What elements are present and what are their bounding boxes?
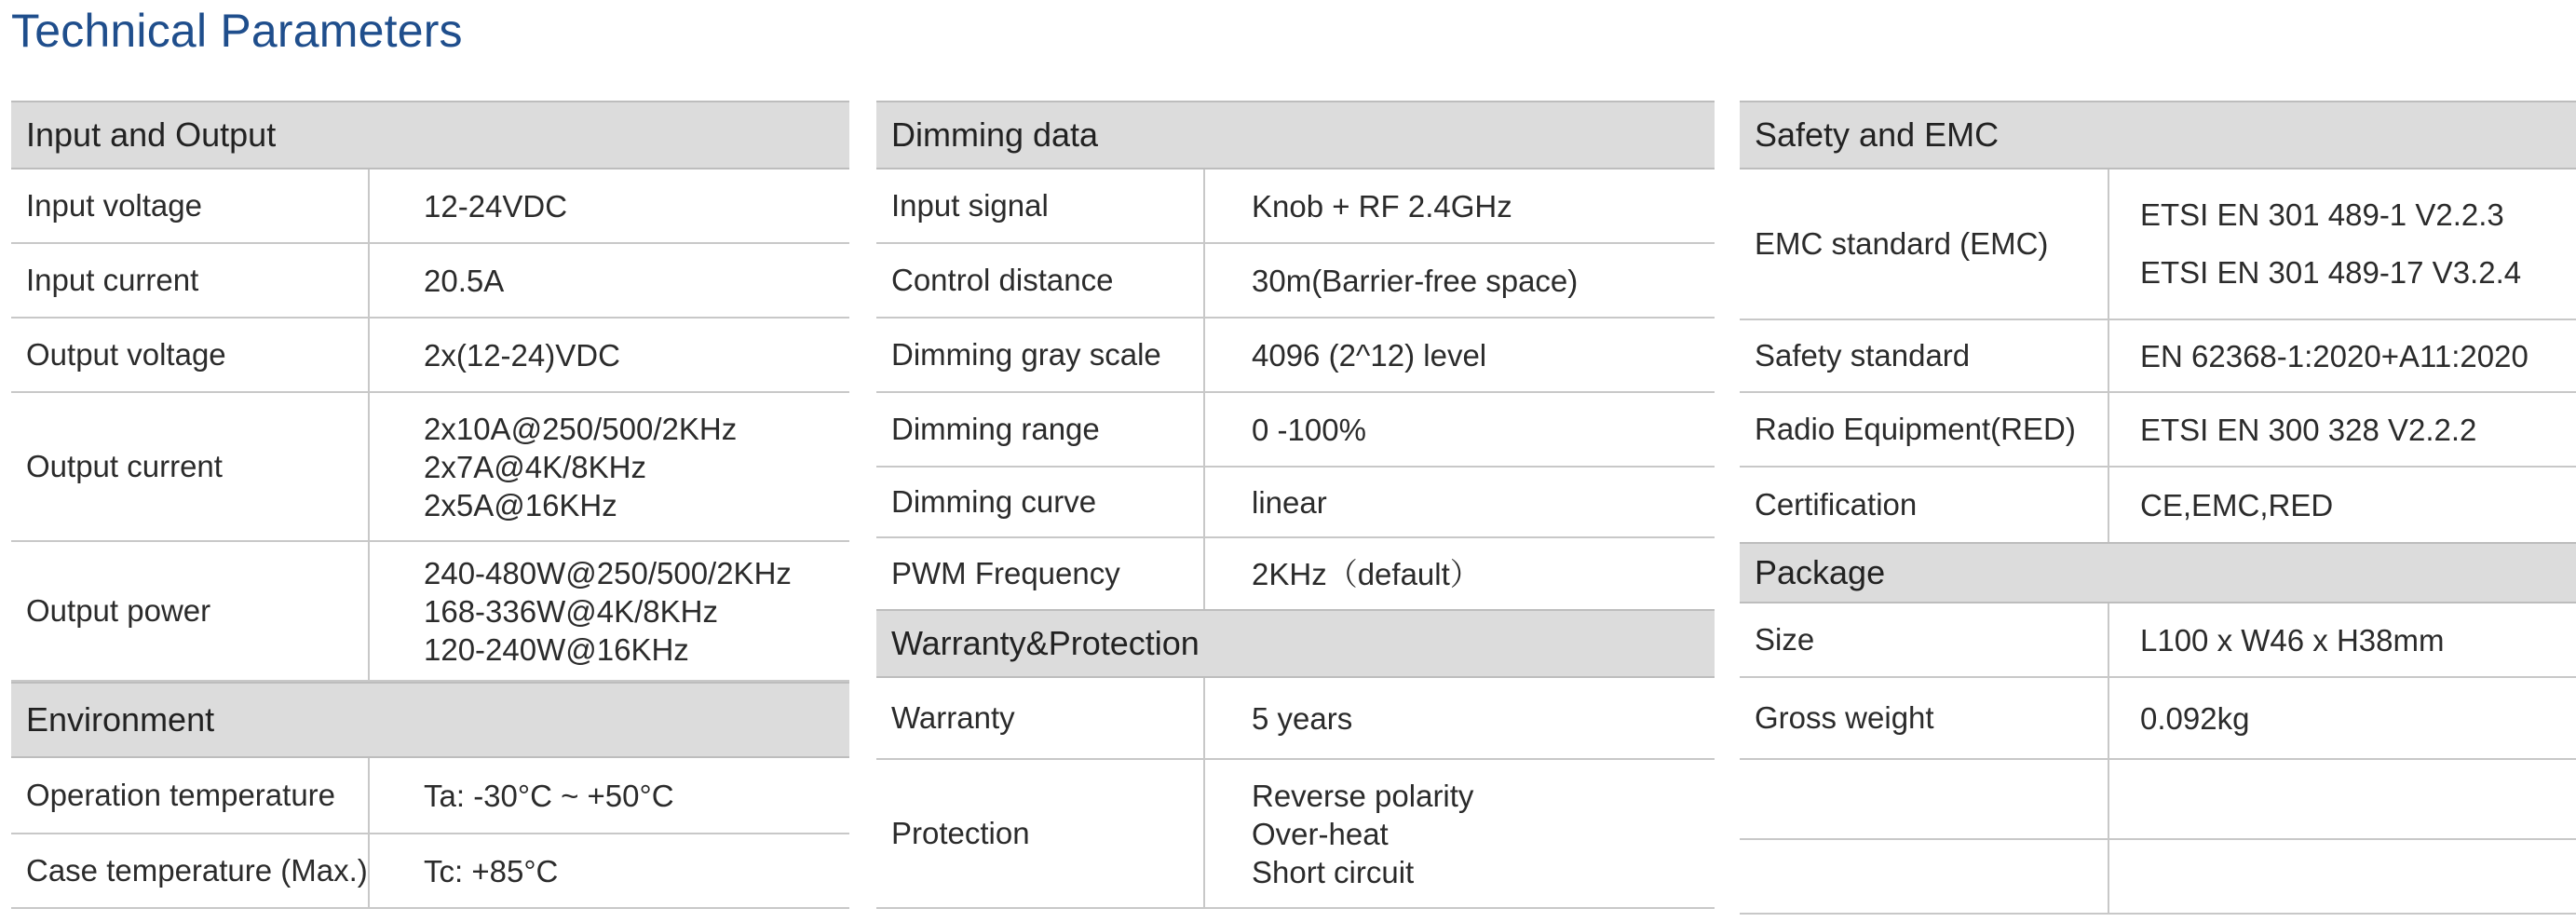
param-label: Certification [1740,468,2109,542]
table-row [11,244,849,319]
param-label: Safety standard [1740,320,2109,391]
param-value: Knob + RF 2.4GHz [1252,188,1512,224]
empty-cell [2109,760,2140,838]
table-row [11,393,849,542]
param-value: 12-24VDC [424,188,568,224]
param-label: Dimming range [876,393,1205,466]
table-row [11,834,849,909]
param-label: Dimming curve [876,468,1205,536]
param-label: Input voltage [11,169,370,242]
param-label: Control distance [876,244,1205,317]
section-heading-dimming: Dimming data [876,101,1715,169]
param-label: Protection [876,760,1205,907]
param-value: 5 years [1252,700,1353,736]
param-label: Gross weight [1740,678,2109,758]
section-heading-environment: Environment [11,682,849,758]
param-value: Reverse polarity Over-heat Short circuit [1252,778,1474,889]
page-title: Technical Parameters [11,5,463,57]
param-value: 0.092kg [2140,700,2250,736]
param-value: 30m(Barrier-free space) [1252,263,1579,298]
param-value: CE,EMC,RED [2140,487,2334,522]
param-value: ETSI EN 301 489-1 V2.2.3 ETSI EN 301 489-17 V3.2.4 [2140,197,2522,290]
table-row [1740,393,2576,468]
empty-cell [2109,840,2140,913]
param-label: Dimming gray scale [876,319,1205,391]
param-value: 2KHz（default） [1252,556,1481,591]
empty-cell [1740,840,2109,913]
table-row [876,169,1715,244]
input-output-table [11,101,849,909]
empty-cell [1740,760,2109,838]
section-heading-package: Package [1740,542,2576,603]
table-row [876,393,1715,468]
table-row [876,760,1715,909]
param-label: Size [1740,603,2109,676]
empty-table-row [1740,760,2576,840]
table-row [1740,603,2576,678]
table-row [876,538,1715,609]
param-value: 20.5A [424,263,505,298]
table-row [11,319,849,393]
param-value: 4096 (2^12) level [1252,337,1487,373]
table-row [1740,169,2576,320]
param-value: ETSI EN 300 328 V2.2.2 [2140,412,2477,447]
param-label: Operation temperature [11,758,370,833]
param-value: 0 -100% [1252,412,1366,447]
param-value: 240-480W@250/500/2KHz 168-336W@4K/8KHz 120-240W@16KHz [424,555,792,667]
table-row [876,244,1715,319]
table-row [1740,678,2576,760]
safety-package-table [1740,101,2576,915]
param-label: Input signal [876,169,1205,242]
section-heading-safety: Safety and EMC [1740,101,2576,169]
table-row [876,468,1715,538]
table-row [1740,468,2576,542]
table-row [11,542,849,682]
param-value: 2x(12-24)VDC [424,337,620,373]
param-value: linear [1252,484,1327,520]
dimming-warranty-table [876,101,1715,909]
param-label: Output power [11,542,370,680]
param-label: EMC standard (EMC) [1740,169,2109,319]
param-label: Warranty [876,678,1205,758]
param-label: Case temperature (Max.) [11,834,370,907]
param-value: Ta: -30°C ~ +50°C [424,778,674,813]
param-value: EN 62368-1:2020+A11:2020 [2140,338,2529,373]
table-row [876,319,1715,393]
param-label: Output current [11,393,370,540]
table-row [1740,320,2576,393]
section-heading-input-output: Input and Output [11,101,849,169]
section-heading-warranty: Warranty&Protection [876,609,1715,678]
table-row [876,678,1715,760]
param-value: Tc: +85°C [424,853,559,888]
param-value: L100 x W46 x H38mm [2140,622,2445,658]
param-label: Input current [11,244,370,317]
param-value: 2x10A@250/500/2KHz 2x7A@4K/8KHz 2x5A@16KHz [424,411,738,522]
table-row [11,169,849,244]
param-label: PWM Frequency [876,538,1205,609]
param-label: Radio Equipment(RED) [1740,393,2109,466]
empty-table-row [1740,840,2576,915]
param-label: Output voltage [11,319,370,391]
table-row [11,758,849,834]
